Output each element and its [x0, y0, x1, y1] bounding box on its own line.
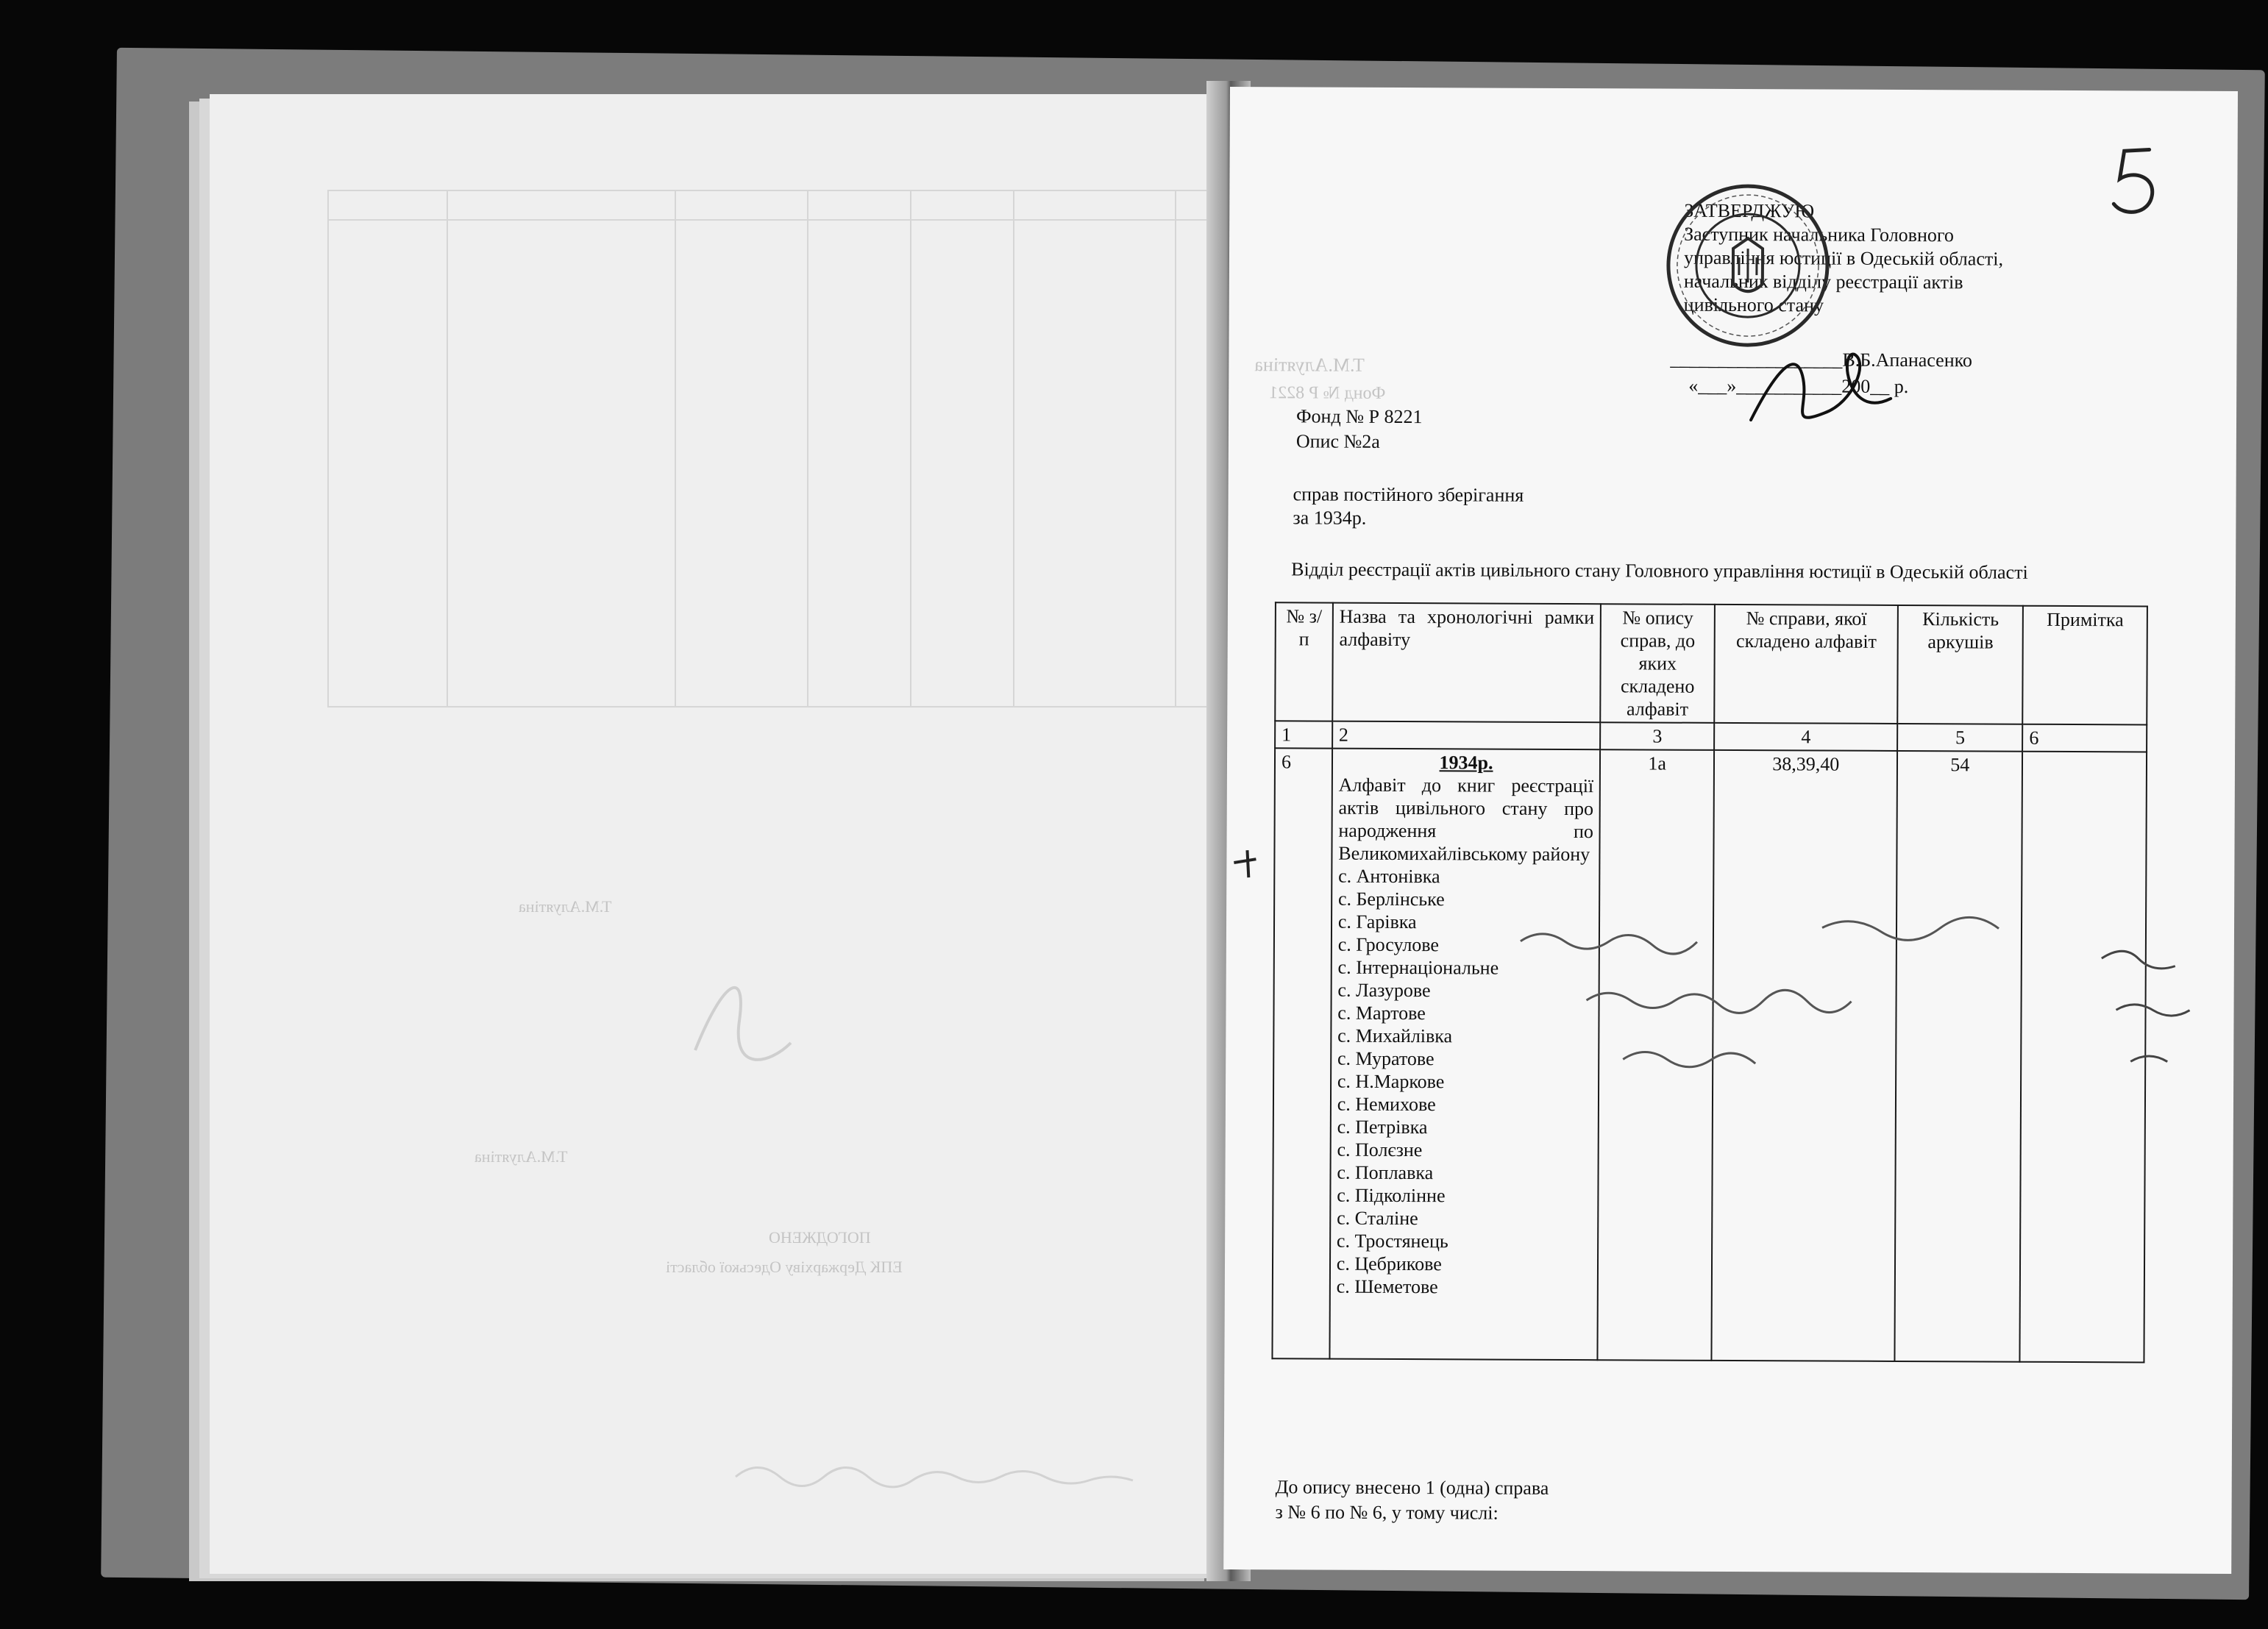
village-item: с. Гросулове: [1337, 933, 1440, 956]
village-item: с. Муратове: [1337, 1047, 1435, 1070]
row-sheets: 54: [1895, 751, 2022, 1362]
table-number-row: [1275, 721, 2147, 752]
fund-number: Фонд № Р 8221: [1295, 405, 1423, 428]
village-item: с. Полєзне: [1337, 1138, 1423, 1161]
footer-line-1: До опису внесено 1 (одна) справа: [1275, 1476, 1549, 1499]
approval-line-3: начальник відділу реєстрації актів: [1683, 270, 1963, 293]
village-item: с. Інтернаціональне: [1337, 956, 1499, 979]
col-number: 3: [1600, 722, 1714, 750]
village-item: с. Н.Маркове: [1337, 1070, 1445, 1093]
header-case: № справи, якої складено алфавіт: [1714, 605, 1898, 724]
col-number: 5: [1898, 724, 2023, 752]
ghost-col: [910, 191, 911, 706]
village-item: с. Михайлівка: [1337, 1024, 1453, 1047]
left-ghost-text-4: ЕПК Держархіву Одеської області: [666, 1258, 903, 1276]
ghost-col: [447, 191, 448, 706]
village-item: с. Гарівка: [1337, 910, 1417, 933]
margin-mark: [1226, 844, 1270, 881]
table-header-row: [1275, 602, 2147, 724]
approval-line-1: Заступник начальника Головного: [1684, 223, 1954, 246]
col-number: 1: [1275, 721, 1332, 748]
row-year: 1934р.: [1439, 752, 1493, 774]
official-round-stamp: [1663, 181, 1832, 351]
row-cases: 38,39,40: [1712, 750, 1898, 1361]
handwritten-notes: [1512, 912, 2219, 1106]
village-item: с. Берлінське: [1337, 888, 1445, 910]
left-ghost-text-1b: Т.М.Алуятіна: [474, 1147, 568, 1166]
approval-line-2: управління юстиції в Одеській області,: [1683, 246, 2004, 270]
ghost-row: [329, 219, 1212, 221]
village-item: с. Петрівка: [1337, 1116, 1428, 1138]
village-item: с. Тростянець: [1336, 1230, 1448, 1252]
left-ghost-text-3: ПОГОДЖЕНО: [769, 1228, 871, 1247]
header-sheets: Кількість аркушів: [1898, 605, 2023, 724]
left-ghost-handwriting: [732, 1455, 1159, 1499]
row-title: Алфавіт до книг реєстрації актів цивільного стану про народження по Великомихайлівському району: [1338, 774, 1594, 866]
left-page: [210, 94, 1225, 1574]
left-ghost-table: [327, 190, 1213, 707]
left-ghost-signature: [680, 962, 798, 1072]
village-item: с. Немихове: [1337, 1093, 1436, 1116]
approval-title: ЗАТВЕРДЖУЮ: [1684, 199, 1815, 222]
page-number-handwritten: [2103, 140, 2169, 221]
village-item: с. Цебрикове: [1336, 1252, 1442, 1275]
storage-line-1: справ постійного зберігання: [1293, 483, 1524, 506]
department-title: Відділ реєстрації актів цивільного стану Головного управління юстиції в Одеській області: [1291, 558, 2028, 583]
header-title: Назва та хронологічні рамки алфавіту: [1332, 603, 1601, 723]
approval-line-4: цивільного стану: [1683, 293, 1824, 316]
right-page: [1223, 87, 2238, 1574]
ghost-col: [675, 191, 676, 706]
village-item: с. Лазурове: [1337, 979, 1431, 1002]
village-item: с. Поплавка: [1337, 1161, 1434, 1184]
header-opys: № опису справ, до яких складено алфавіт: [1601, 604, 1715, 723]
village-item: с. Сталіне: [1337, 1207, 1418, 1230]
footer-line-2: з № 6 по № 6, у тому числі:: [1275, 1501, 1499, 1524]
village-item: с. Мартове: [1337, 1002, 1426, 1024]
approval-signature-line: __________________В.Б.Апанасенко: [1670, 348, 1973, 371]
village-item: с. Шеметове: [1336, 1275, 1438, 1298]
approval-signature: [1743, 332, 1906, 443]
village-item: с. Антонівка: [1338, 865, 1440, 888]
ghost-col: [1175, 191, 1176, 706]
header-no: № з/п: [1275, 602, 1333, 721]
left-ghost-text-1: Т.М.Алуятіна: [519, 897, 612, 916]
opys-number: Опис №2а: [1295, 430, 1380, 452]
ghost-col: [1013, 191, 1014, 706]
right-ghost-text: Т.М.Алуятіна: [1254, 354, 1365, 376]
approval-date-line: «___»___________200__ р.: [1688, 374, 1909, 398]
col-number: 4: [1714, 723, 1897, 751]
ghost-col: [807, 191, 808, 706]
row-opys: 1а: [1598, 749, 1714, 1361]
right-ghost-text-2: Фонд № Р 8221: [1269, 383, 1386, 403]
village-item: с. Підколінне: [1337, 1184, 1446, 1207]
header-note: Примітка: [2022, 606, 2147, 725]
storage-line-2: за 1934р.: [1293, 507, 1367, 529]
col-number: 6: [2022, 724, 2147, 752]
row-no: 6: [1272, 748, 1332, 1358]
col-number: 2: [1332, 721, 1601, 750]
